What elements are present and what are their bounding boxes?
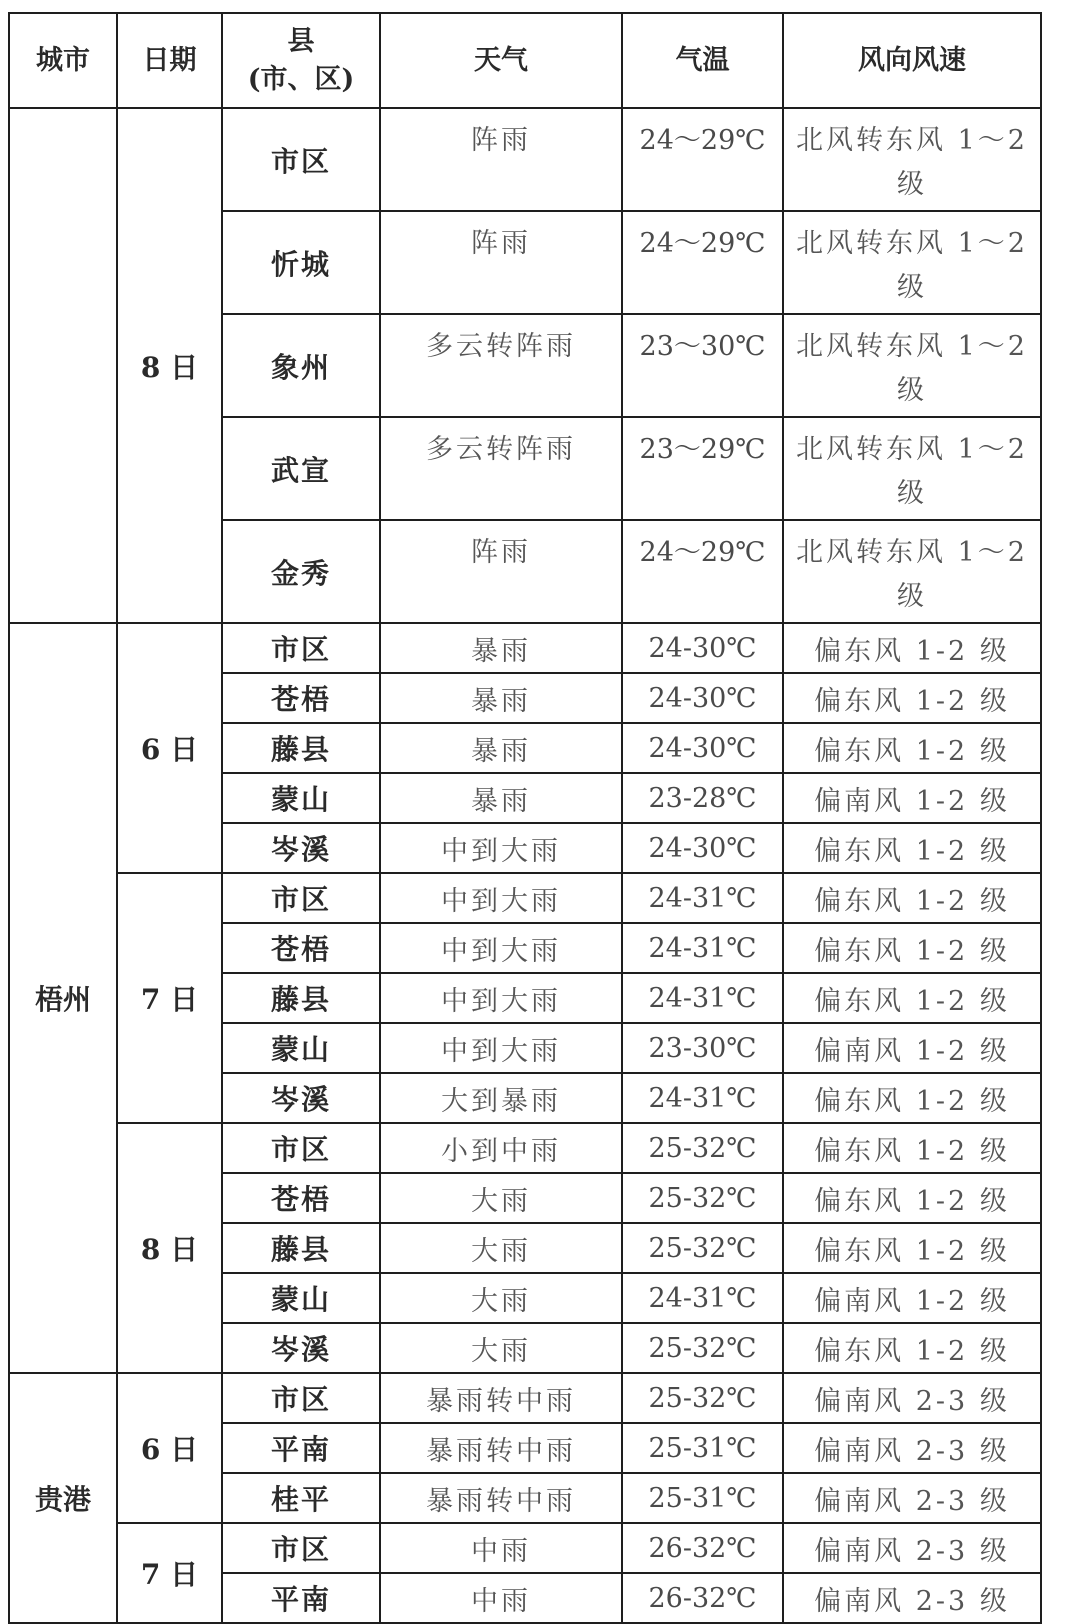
weather-cell: 大到暴雨 [380,1073,622,1123]
county-cell: 市区 [222,1123,380,1173]
county-cell: 市区 [222,1373,380,1423]
table-row [9,623,1041,673]
weather-cell: 中到大雨 [380,873,622,923]
wind-cell: 偏东风 1-2 级 [783,723,1041,773]
temperature-cell: 25-31℃ [622,1423,783,1473]
wind-cell: 偏东风 1-2 级 [783,1073,1041,1123]
weather-cell: 暴雨 [380,773,622,823]
weather-cell: 大雨 [380,1223,622,1273]
temperature-cell: 24～29℃ [622,108,783,211]
header-county-line2: (市、区) [247,63,355,95]
wind-cell: 偏南风 1-2 级 [783,1023,1041,1073]
weather-cell: 大雨 [380,1173,622,1223]
header-county [222,13,380,108]
weather-cell: 暴雨 [380,673,622,723]
date-cell: 8 日 [117,1123,222,1373]
table-row [9,1373,1041,1423]
weather-cell: 阵雨 [380,520,622,623]
header-row [9,13,1041,108]
county-cell: 蒙山 [222,773,380,823]
weather-cell: 暴雨转中雨 [380,1423,622,1473]
county-cell: 市区 [222,1523,380,1573]
county-cell: 市区 [222,108,380,211]
header-wind: 风向风速 [783,13,1041,108]
temperature-cell: 25-32℃ [622,1373,783,1423]
header-weather: 天气 [380,13,622,108]
weather-cell: 阵雨 [380,108,622,211]
county-cell: 岑溪 [222,823,380,873]
county-cell: 藤县 [222,723,380,773]
wind-cell: 偏南风 2-3 级 [783,1473,1041,1523]
county-cell: 岑溪 [222,1323,380,1373]
wind-cell: 偏东风 1-2 级 [783,873,1041,923]
temperature-cell: 24-31℃ [622,1073,783,1123]
date-cell: 7 日 [117,873,222,1123]
date-cell: 6 日 [117,623,222,873]
temperature-cell: 24-30℃ [622,823,783,873]
county-cell: 岑溪 [222,1073,380,1123]
county-cell: 藤县 [222,973,380,1023]
wind-cell: 偏东风 1-2 级 [783,923,1041,973]
wind-cell: 偏南风 2-3 级 [783,1523,1041,1573]
temperature-cell: 25-31℃ [622,1473,783,1523]
county-cell: 苍梧 [222,923,380,973]
wind-cell: 偏南风 2-3 级 [783,1373,1041,1423]
table-row [9,108,1041,211]
header-date: 日期 [117,13,222,108]
temperature-cell: 24-31℃ [622,1273,783,1323]
temperature-cell: 24-31℃ [622,873,783,923]
county-cell: 苍梧 [222,1173,380,1223]
weather-cell: 中雨 [380,1573,622,1623]
weather-cell: 中雨 [380,1523,622,1573]
temperature-cell: 24～29℃ [622,520,783,623]
wind-cell: 北风转东风 1～2级 [783,417,1041,520]
wind-cell: 北风转东风 1～2级 [783,211,1041,314]
temperature-cell: 25-32℃ [622,1223,783,1273]
county-cell: 忻城 [222,211,380,314]
forecast-table-wrapper [8,12,1042,1624]
weather-cell: 大雨 [380,1323,622,1373]
county-cell: 桂平 [222,1473,380,1523]
county-cell: 武宣 [222,417,380,520]
weather-cell: 大雨 [380,1273,622,1323]
temperature-cell: 25-32℃ [622,1173,783,1223]
wind-cell: 偏南风 2-3 级 [783,1423,1041,1473]
temperature-cell: 24-31℃ [622,923,783,973]
temperature-cell: 23-30℃ [622,1023,783,1073]
temperature-cell: 24-30℃ [622,723,783,773]
wind-cell: 偏东风 1-2 级 [783,973,1041,1023]
county-cell: 市区 [222,623,380,673]
wind-cell: 偏东风 1-2 级 [783,623,1041,673]
wind-cell: 北风转东风 1～2级 [783,520,1041,623]
temperature-cell: 24-30℃ [622,673,783,723]
weather-cell: 阵雨 [380,211,622,314]
date-cell: 6 日 [117,1373,222,1523]
temperature-cell: 24～29℃ [622,211,783,314]
table-row [9,1523,1041,1573]
wind-cell: 偏南风 2-3 级 [783,1573,1041,1623]
temperature-cell: 24-30℃ [622,623,783,673]
header-temperature: 气温 [622,13,783,108]
weather-cell: 暴雨 [380,723,622,773]
county-cell: 金秀 [222,520,380,623]
date-cell: 7 日 [117,1523,222,1623]
wind-cell: 偏东风 1-2 级 [783,1123,1041,1173]
wind-cell: 偏南风 1-2 级 [783,773,1041,823]
weather-cell: 中到大雨 [380,1023,622,1073]
temperature-cell: 23～29℃ [622,417,783,520]
weather-forecast-table [8,12,1042,1624]
wind-cell: 偏东风 1-2 级 [783,1223,1041,1273]
header-county-line1: 县 [287,25,315,57]
weather-cell: 多云转阵雨 [380,417,622,520]
wind-cell: 偏东风 1-2 级 [783,1173,1041,1223]
date-cell: 8 日 [117,108,222,623]
city-cell: 贵港 [9,1373,117,1623]
header-city: 城市 [9,13,117,108]
temperature-cell: 26-32℃ [622,1523,783,1573]
table-row [9,1123,1041,1173]
weather-cell: 暴雨转中雨 [380,1473,622,1523]
wind-cell: 偏南风 1-2 级 [783,1273,1041,1323]
temperature-cell: 23-28℃ [622,773,783,823]
wind-cell: 北风转东风 1～2级 [783,108,1041,211]
temperature-cell: 25-32℃ [622,1323,783,1373]
temperature-cell: 23～30℃ [622,314,783,417]
temperature-cell: 25-32℃ [622,1123,783,1173]
county-cell: 藤县 [222,1223,380,1273]
county-cell: 象州 [222,314,380,417]
weather-cell: 多云转阵雨 [380,314,622,417]
county-cell: 蒙山 [222,1023,380,1073]
county-cell: 平南 [222,1573,380,1623]
county-cell: 苍梧 [222,673,380,723]
weather-cell: 暴雨 [380,623,622,673]
weather-cell: 中到大雨 [380,973,622,1023]
city-cell [9,108,117,623]
weather-cell: 小到中雨 [380,1123,622,1173]
wind-cell: 北风转东风 1～2级 [783,314,1041,417]
wind-cell: 偏东风 1-2 级 [783,823,1041,873]
weather-cell: 中到大雨 [380,823,622,873]
weather-cell: 暴雨转中雨 [380,1373,622,1423]
wind-cell: 偏东风 1-2 级 [783,1323,1041,1373]
weather-cell: 中到大雨 [380,923,622,973]
county-cell: 市区 [222,873,380,923]
table-row [9,873,1041,923]
county-cell: 蒙山 [222,1273,380,1323]
temperature-cell: 26-32℃ [622,1573,783,1623]
wind-cell: 偏东风 1-2 级 [783,673,1041,723]
county-cell: 平南 [222,1423,380,1473]
temperature-cell: 24-31℃ [622,973,783,1023]
city-cell: 梧州 [9,623,117,1373]
